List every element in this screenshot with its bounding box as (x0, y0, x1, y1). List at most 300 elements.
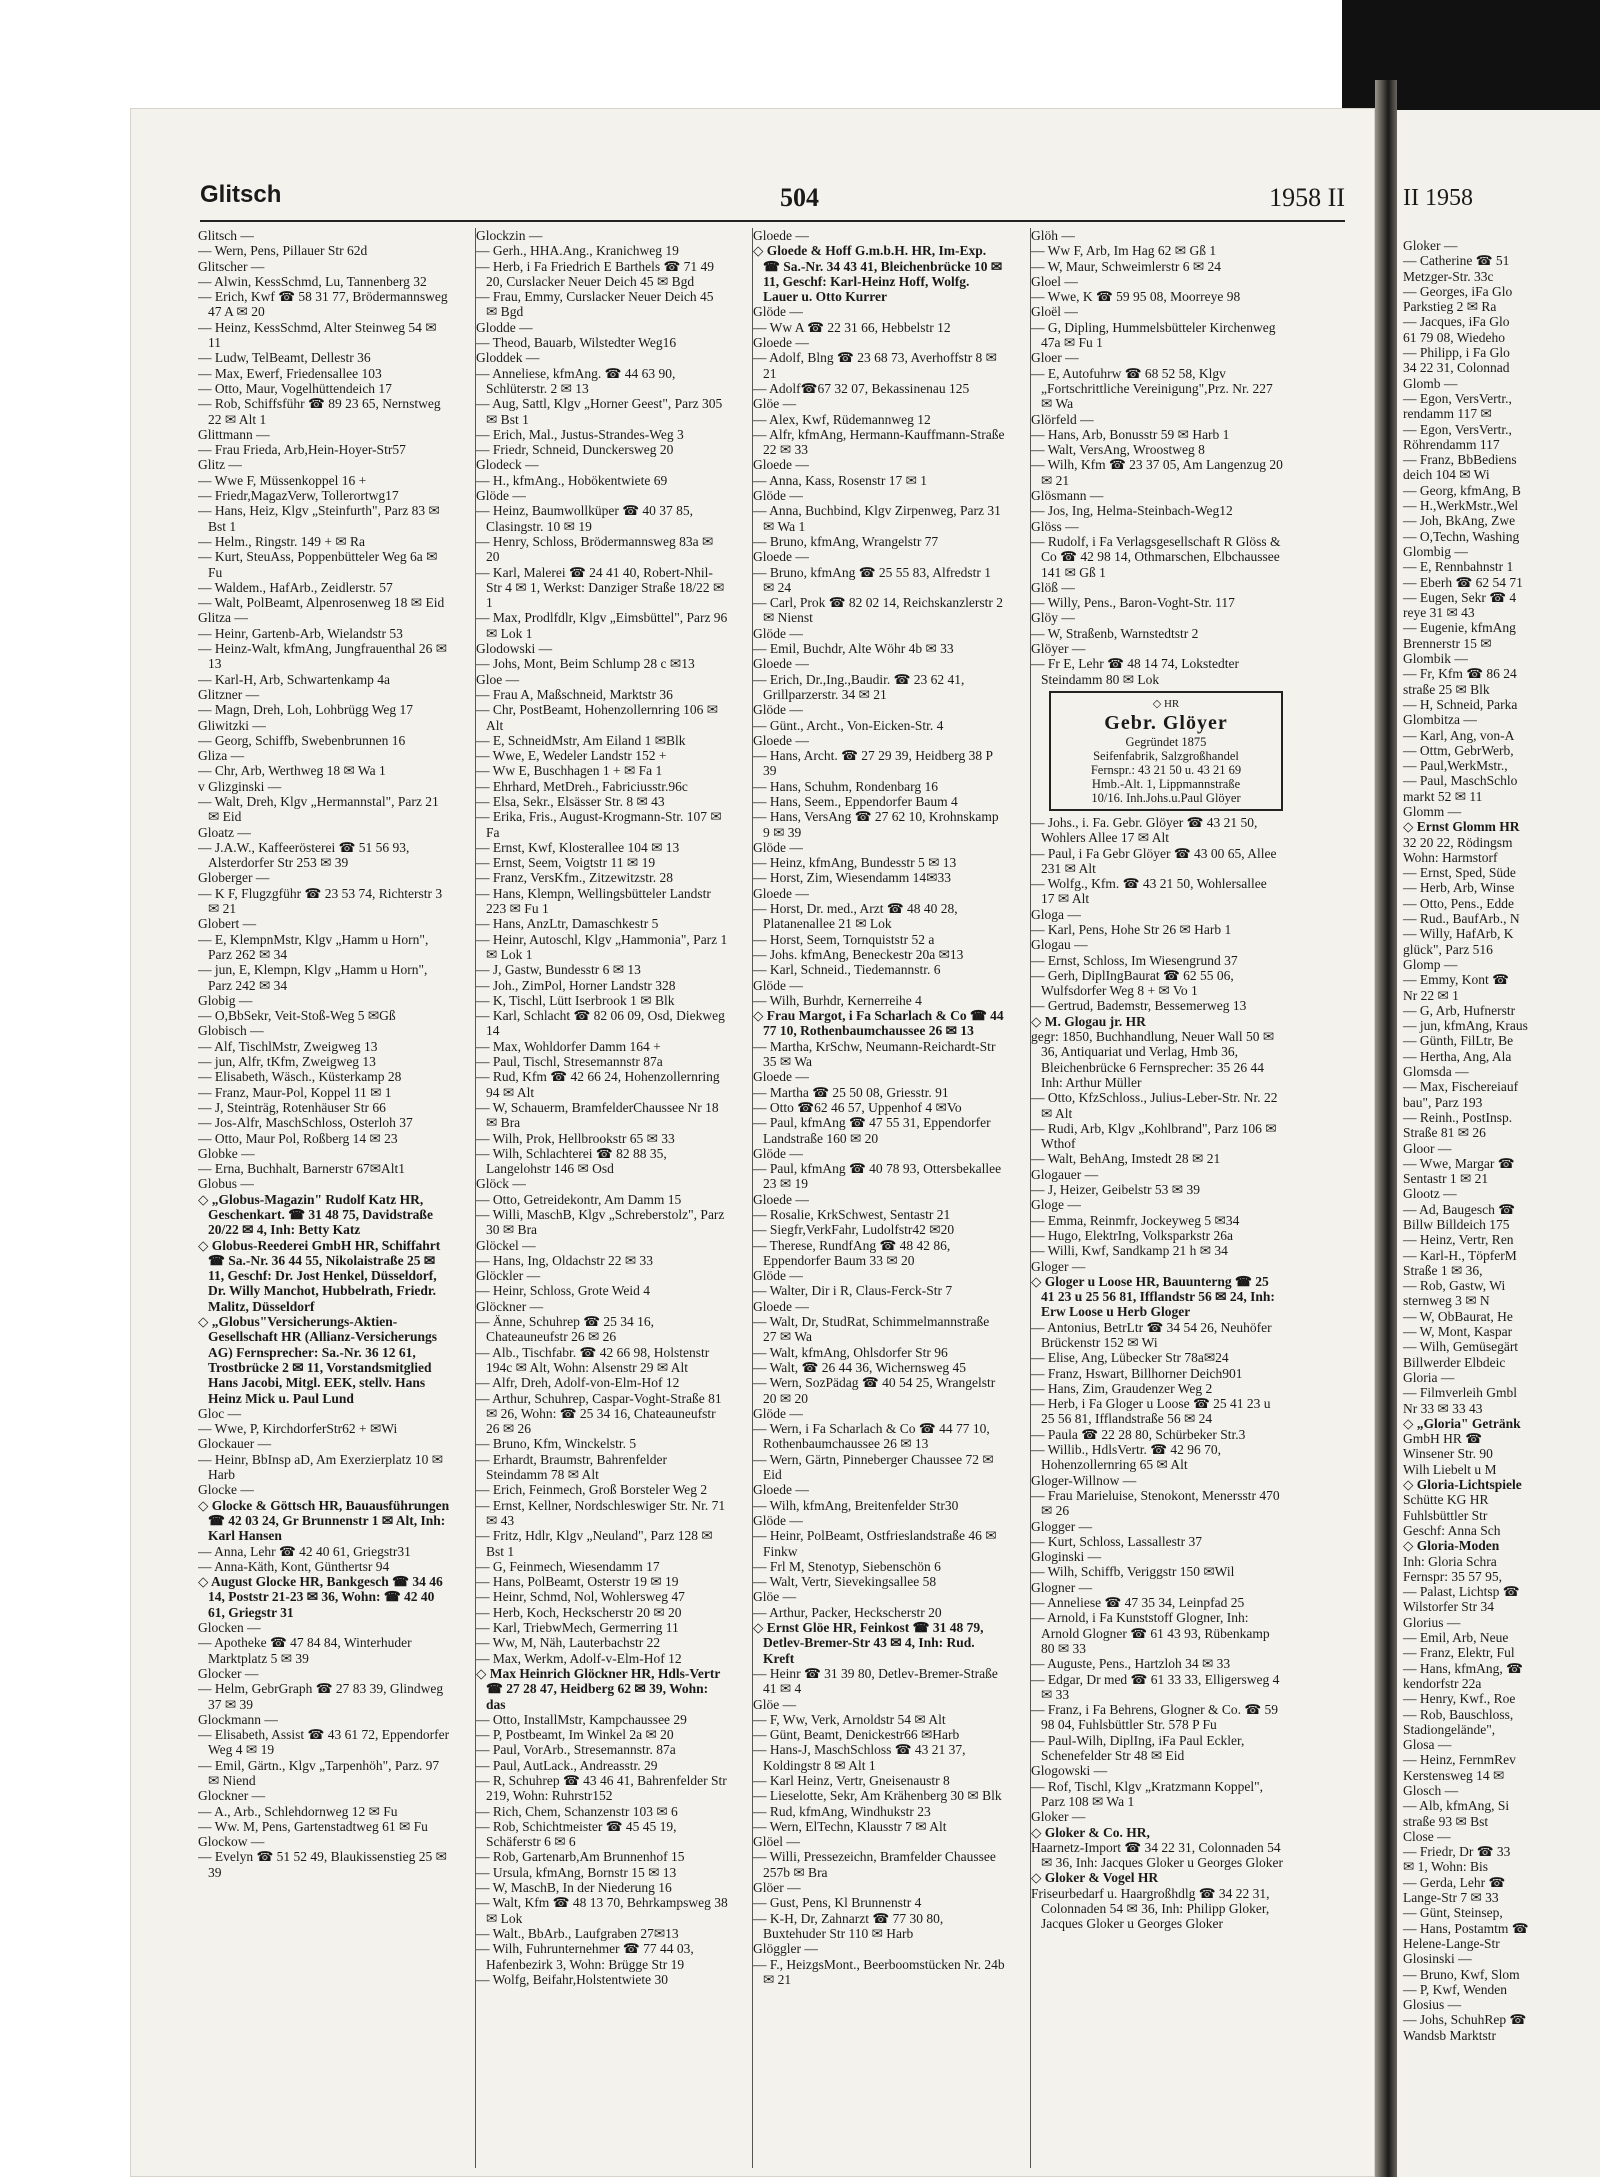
directory-entry: — Wern, Pens, Pillauer Str 62d (198, 243, 368, 259)
directory-entry: — Heinr, Schmd, Nol, Wohlersweg 47 (476, 1589, 685, 1605)
facing-page-entry: — Ottm, GebrWerb, (1403, 742, 1514, 758)
directory-entry: — Willi, MaschB, Klgv „Schreberstolz", Parz 30 ✉ Bra (476, 1207, 725, 1238)
directory-entry: — Walt, ☎ 26 44 36, Wichernsweg 45 (753, 1359, 967, 1375)
facing-page-entry: Glosch — (1403, 1782, 1459, 1798)
facing-page-entry: — Joh, BkAng, Zwe (1403, 513, 1516, 529)
facing-page-entry: Glomb — (1403, 375, 1458, 391)
directory-entry: — Paul, AutLack., Andreasstr. 29 (476, 1757, 658, 1773)
facing-page-entry: kendorfstr 22a (1403, 1675, 1482, 1691)
directory-page (130, 108, 1375, 2177)
surname-heading: Glogau — (1031, 937, 1088, 953)
facing-page-entry: — Eugenie, kfmAng (1403, 620, 1516, 636)
directory-entry: — G, Feinmech, Wiesendamm 17 (476, 1558, 660, 1574)
directory-entry: — Fr E, Lehr ☎ 48 14 74, Lokstedter Steindamm 80 ✉ Lok (1031, 656, 1240, 687)
directory-entry: ◇ Gloker & Co. HR, (1031, 1824, 1150, 1840)
running-head-name: Glitsch (200, 181, 282, 208)
surname-heading: Glodowski — (476, 641, 553, 657)
facing-page-entry: Billw Billdeich 175 (1403, 1217, 1510, 1232)
surname-heading: Gloer — (1031, 350, 1079, 366)
directory-entry: ◇ M. Glogau jr. HR (1031, 1013, 1146, 1029)
directory-entry: — Bruno, Kfm, Winckelstr. 5 (476, 1436, 637, 1452)
directory-entry: ◇ „Globus-Magazin" Rudolf Katz HR, Geschenkart. ☎ 31 48 75, Davidstraße 20/22 ✉ 4, Inh: Betty Katz (198, 1191, 433, 1238)
surname-heading: Glitscher — (198, 258, 265, 274)
directory-entry: — Karl, Pens, Hohe Str 26 ✉ Harb 1 (1031, 921, 1232, 937)
directory-entry: — Adolf, Blng ☎ 23 68 73, Averhoffstr 8 ✉ 21 (753, 350, 997, 381)
directory-entry: — Edgar, Dr med ☎ 61 33 33, Elligersweg 4 ✉ 33 (1031, 1671, 1280, 1702)
directory-entry: — Otto, Getreidekontr, Am Damm 15 (476, 1191, 682, 1207)
directory-entry: — Erich, Mal., Justus-Strandes-Weg 3 (476, 426, 684, 442)
directory-entry: — Willy, Pens., Baron-Voght-Str. 117 (1031, 595, 1235, 611)
directory-entry: — E, Autofuhrw ☎ 68 52 58, Klgv „Fortschrittliche Vereinigung",Prz. Nr. 227 ✉ Wa (1031, 365, 1273, 412)
surname-heading: Glöde — (753, 1145, 803, 1161)
directory-entry: — Herb, i Fa Gloger u Loose ☎ 25 41 23 u 25 56 81, Ifflandstraße 56 ✉ 24 (1031, 1396, 1271, 1427)
column-1 (198, 228, 450, 2168)
facing-page-entry: — Paul,WerkMstr., (1403, 758, 1508, 774)
surname-heading: Glitzner — (198, 686, 260, 702)
directory-entry: — Elisabeth, Assist ☎ 43 61 72, Eppendorfer Weg 4 ✉ 19 (198, 1727, 450, 1758)
surname-heading: Glöh — (1031, 228, 1075, 243)
ad-line: 10/16. Inh.Johs.u.Paul Glöyer (1091, 790, 1241, 805)
directory-entry: — Karl, TriebwMech, Germerring 11 (476, 1620, 679, 1636)
facing-page-entry: — Friedr, Dr ☎ 33 (1403, 1844, 1511, 1860)
facing-page-entry: Helene-Lange-Str (1403, 1935, 1500, 1951)
surname-heading: Glockauer — (198, 1436, 272, 1452)
directory-entry: — Günt., Archt., Von-Eicken-Str. 4 (753, 717, 944, 733)
facing-page-entry: Glorius — (1403, 1614, 1461, 1630)
directory-entry: — Karl, Schneid., Tiedemannstr. 6 (753, 962, 941, 978)
directory-entry: — Horst, Zim, Wiesendamm 14✉33 (753, 870, 951, 886)
directory-entry: ◇ Gloede & Hoff G.m.b.H. HR, Im-Exp. ☎ Sa.-Nr. 34 43 41, Bleichenbrücke 10 ✉ 11, Geschf: Karl-Heinz Hoff, Wolfg. Lauer u. Otto Kurrer (753, 243, 1003, 305)
surname-heading: Gloge — (1031, 1197, 1081, 1213)
facing-page-entry: — Heinz, FernmRev (1403, 1752, 1516, 1768)
directory-entry: — Paul-Wilh, DiplIng, iFa Paul Eckler, Schenefelder Str 48 ✉ Eid (1031, 1732, 1245, 1764)
directory-entry: — Ursula, kfmAng, Bornstr 15 ✉ 13 (476, 1864, 677, 1880)
directory-entry: — Emma, Reinmfr, Jockeyweg 5 ✉34 (1031, 1212, 1240, 1228)
directory-entry: — Rob, Schichtmeister ☎ 45 45 19, Schäferstr 6 ✉ 6 (476, 1818, 677, 1850)
directory-entry: — Wilh, Fuhrunternehmer ☎ 77 44 03, Hafenbezirk 3, Wohn: Brügge Str 19 (476, 1941, 694, 1972)
directory-entry: — jun, Alfr, tKfm, Zweigweg 13 (198, 1054, 376, 1070)
directory-entry: — Walt, Kfm ☎ 48 13 70, Behrkampsweg 38 ✉ Lok (476, 1895, 728, 1926)
facing-page-entry: glück", Parz 516 (1403, 941, 1493, 957)
directory-entry: — Rudolf, i Fa Verlagsgesellschaft R Glöss & Co ☎ 42 98 14, Othmarschen, Elbchaussee 141 ✉ Gß 1 (1031, 533, 1281, 580)
surname-heading: Glöde — (476, 488, 526, 504)
directory-entry: — F, Ww, Verk, Arnoldstr 54 ✉ Alt (753, 1711, 946, 1727)
directory-entry: — Emil, Gärtn., Klgv „Tarpenhöh", Parz. 97 ✉ Niend (198, 1757, 440, 1788)
directory-entry: — Magn, Dreh, Loh, Lohbrügg Weg 17 (198, 702, 414, 718)
directory-entry: — Walt, Vertr, Sievekingsallee 58 (753, 1574, 937, 1590)
facing-page-entry: Glomsda — (1403, 1064, 1469, 1080)
directory-entry: — Anneliese, kfmAng. ☎ 44 63 90, Schlüterstr. 2 ✉ 13 (476, 365, 676, 396)
ad-title: Gebr. Glöyer (1104, 711, 1228, 734)
directory-entry: — Wwe, K ☎ 59 95 08, Moorreye 98 (1031, 289, 1241, 305)
facing-page-entry: Wandsb Marktstr (1403, 2027, 1497, 2043)
column-2 (475, 228, 728, 2168)
directory-entry: — Ludw, TelBeamt, Dellestr 36 (198, 350, 371, 366)
facing-page-entry: — H.,WerkMstr.,Wel (1403, 498, 1519, 514)
directory-entry: — Walt, kfmAng, Ohlsdorfer Str 96 (753, 1344, 948, 1360)
directory-entry: — J, Steinträg, Rotenhäuser Str 66 (198, 1099, 386, 1115)
directory-entry: — Johs., i. Fa. Gebr. Glöyer ☎ 43 21 50, Wohlers Allee 17 ✉ Alt (1031, 814, 1258, 846)
facing-page-entry: Gloor — (1403, 1140, 1452, 1156)
facing-page-entry: Parkstieg 2 ✉ Ra (1403, 299, 1497, 315)
surname-heading: Glöyer — (1031, 641, 1086, 657)
facing-page-entry: ◇ Gloria-Lichtspiele (1403, 1477, 1522, 1493)
facing-page-entry: — Philipp, i Fa Glo (1403, 345, 1510, 361)
directory-entry: — Rof, Tischl, Klgv „Kratzmann Koppel", Parz 108 ✉ Wa 1 (1031, 1778, 1263, 1809)
ad-tag: ◇ HR (1152, 697, 1180, 710)
directory-entry: — Wwe, P, KirchdorferStr62 + ✉Wi (198, 1421, 398, 1437)
directory-entry: — Hugo, ElektrIng, Volksparkstr 26a (1031, 1227, 1233, 1243)
surname-heading: Glöck — (476, 1176, 526, 1192)
facing-page-entry: — Emil, Arb, Neue (1403, 1630, 1509, 1646)
facing-page-entry: — O,Techn, Washing (1403, 528, 1520, 544)
facing-page-entry: ✉ 1, Wohn: Bis (1403, 1859, 1488, 1875)
advertisement-box (1049, 691, 1283, 811)
facing-page-entry: Glootz — (1403, 1186, 1457, 1202)
surname-heading: Glöe — (753, 1589, 797, 1605)
directory-entry: — Elisabeth, Wäsch., Küsterkamp 28 (198, 1069, 402, 1085)
facing-page-entry: — Heinz, Vertr, Ren (1403, 1232, 1514, 1248)
facing-page-entry: — Willy, HafArb, K (1403, 926, 1514, 942)
book-spine (1375, 80, 1397, 2177)
directory-entry: — Walt, Dreh, Klgv „Hermannstal", Parz 21 ✉ Eid (198, 793, 439, 825)
directory-entry: — Franz, Hswart, Billhorner Deich901 (1031, 1365, 1243, 1381)
directory-entry: — Willi, Pressezeichn, Bramfelder Chaussee 257b ✉ Bra (753, 1849, 996, 1880)
directory-entry: — Otto, InstallMstr, Kampchaussee 29 (476, 1711, 687, 1727)
directory-entry: — Wilh, Burhdr, Kernerreihe 4 (753, 992, 922, 1008)
directory-entry: — Otto, KfzSchloss., Julius-Leber-Str. Nr. 22 ✉ Alt (1031, 1090, 1278, 1121)
directory-entry: — Wern, ElTechn, Klausstr 7 ✉ Alt (753, 1818, 947, 1834)
facing-page-entry: — Fr, Kfm ☎ 86 24 (1403, 666, 1517, 682)
directory-entry: — Rud, kfmAng, Windhukstr 23 (753, 1803, 931, 1819)
facing-page-entry: GmbH HR ☎ (1403, 1431, 1483, 1447)
directory-entry: — Ernst, Schloss, Im Wiesengrund 37 (1031, 952, 1238, 968)
surname-heading: Gloatz — (198, 824, 251, 840)
directory-entry: — Heinz-Walt, kfmAng, Jungfrauenthal 26 ✉ 13 (198, 641, 448, 672)
directory-entry: — Lieselotte, Sekr, Am Krähenberg 30 ✉ Blk (753, 1788, 1002, 1804)
directory-entry: — Gust, Pens, Kl Brunnenstr 4 (753, 1895, 922, 1911)
directory-entry: — Karl, Malerei ☎ 24 41 40, Robert-Nhil-Str 4 ✉ 1, Werkst: Danziger Straße 18/22 ✉ 1 (476, 564, 725, 611)
facing-page-entry: — Eberh ☎ 62 54 71 (1403, 574, 1523, 590)
facing-page-entry: — Ernst, Sped, Süde (1403, 865, 1516, 881)
surname-heading: Glörfeld — (1031, 411, 1094, 427)
directory-entry: — Theod, Bauarb, Wilstedter Weg16 (476, 335, 677, 351)
directory-entry: — Friedr, Schneid, Dunckersweg 20 (476, 442, 674, 458)
directory-entry: — Anna, Buchbind, Klgv Zirpenweg, Parz 31 ✉ Wa 1 (753, 503, 1001, 534)
facing-page-entry: Glombitza — (1403, 712, 1477, 728)
directory-entry: — Paul, Tischl, Stresemannstr 87a (476, 1054, 663, 1070)
facing-page-entry: Straße 1 ✉ 36, (1403, 1262, 1483, 1278)
facing-page-entry: Glomp — (1403, 956, 1458, 972)
directory-entry: — Frau Marieluise, Stenokont, Menersstr 470 ✉ 26 (1031, 1487, 1280, 1519)
directory-entry: — Heinz, kfmAng, Bundesstr 5 ✉ 13 (753, 855, 957, 871)
directory-entry: — Georg, Schiffb, Swebenbrunnen 16 (198, 732, 406, 748)
directory-entry: — K-H, Dr, Zahnarzt ☎ 77 30 80, Buxtehuder Str 110 ✉ Harb (753, 1910, 944, 1941)
facing-page-entry: ◇ „Gloria" Getränk (1403, 1415, 1521, 1431)
facing-page-entry: Röhrendamm 117 (1403, 436, 1500, 452)
surname-heading: Globerger — (198, 870, 270, 886)
facing-page-entry: Glosa — (1403, 1737, 1452, 1753)
surname-heading: Globisch — (198, 1023, 264, 1039)
surname-heading: Gloddek — (476, 350, 540, 366)
directory-entry: — E, SchneidMstr, Am Eiland 1 ✉Blk (476, 732, 686, 748)
directory-entry: — Ernst, Kwf, Klosterallee 104 ✉ 13 (476, 839, 680, 855)
facing-page-entry: rendamm 117 ✉ (1403, 406, 1492, 422)
ad-line: Gegründet 1875 (1125, 734, 1207, 749)
directory-entry: — Friedr,MagazVerw, Tollerortwg17 (198, 488, 399, 504)
directory-entry: — Walt., BbArb., Laufgraben 27✉13 (476, 1925, 679, 1941)
surname-heading: Glöde — (753, 977, 803, 993)
facing-page-entry: — Emmy, Kont ☎ (1403, 972, 1509, 988)
directory-entry: — Joh., ZimPol, Horner Landstr 328 (476, 977, 676, 993)
facing-page-entry: — Johs, SchuhRep ☎ (1403, 2012, 1527, 2028)
facing-page-entry: Lange-Str 7 ✉ 33 (1403, 1890, 1499, 1906)
directory-entry: — K F, Flugzgführ ☎ 23 53 74, Richterstr 3 ✉ 21 (198, 885, 443, 917)
surname-heading: Gloger-Willnow — (1031, 1472, 1137, 1488)
directory-entry: Haarnetz-Import ☎ 34 22 31, Colonnaden 54 ✉ 36, Inh: Jacques Gloker u Georges Gloker (1031, 1839, 1283, 1871)
surname-heading: Glöde — (753, 702, 803, 718)
directory-entry: — Wolfg, Beifahr,Holstentwiete 30 (476, 1971, 668, 1987)
facing-page-entry: — Gerda, Lehr ☎ (1403, 1874, 1506, 1890)
facing-page-entry: — Paul, MaschSchlo (1403, 773, 1518, 789)
directory-entry: — Anna, Kass, Rosenstr 17 ✉ 1 (753, 472, 928, 488)
surname-heading: Glitz — (198, 457, 242, 473)
directory-entry: — Herb, i Fa Friedrich E Barthels ☎ 71 49 20, Curslacker Neuer Deich 45 ✉ Bgd (476, 258, 715, 289)
facing-page-entry: reye 31 ✉ 43 (1403, 605, 1475, 621)
directory-entry: — Franz, Maur-Pol, Koppel 11 ✉ 1 (198, 1084, 392, 1100)
surname-heading: Gliwitzki — (198, 717, 266, 733)
directory-entry: — Hans, VersAng ☎ 27 62 10, Krohnskamp 9 ✉ 39 (753, 809, 999, 840)
directory-entry: — Arthur, Packer, Heckscherstr 20 (753, 1604, 942, 1620)
directory-entry: — Ernst, Seem, Voigtstr 11 ✉ 19 (476, 855, 656, 871)
directory-entry: — Aug, Sattl, Klgv „Horner Geest", Parz 305 ✉ Bst 1 (476, 396, 723, 427)
directory-entry: — Carl, Prok ☎ 82 02 14, Reichskanzlerstr 2 ✉ Nienst (753, 595, 1004, 626)
directory-entry: — Evelyn ☎ 51 52 49, Blaukissenstieg 25 ✉ 39 (198, 1849, 447, 1880)
facing-page-entry: Stadiongelände", (1403, 1721, 1496, 1737)
directory-entry: — Alf, TischlMstr, Zweigweg 13 (198, 1038, 378, 1054)
surname-heading: Glöy — (1031, 610, 1075, 626)
facing-page-entry: Wilh Liebelt u M (1403, 1461, 1497, 1477)
surname-heading: Glitsch — (198, 228, 254, 243)
surname-heading: Glockmann — (198, 1711, 278, 1727)
directory-entry: — Ehrhard, MetDreh., Fabriciusstr.96c (476, 778, 688, 794)
facing-page-entry: — Karl-H., TöpferM (1403, 1247, 1517, 1263)
surname-heading: Gloga — (1031, 906, 1081, 922)
facing-page-entry: Kerstensweg 14 ✉ (1403, 1767, 1505, 1783)
directory-entry: — Franz, i Fa Behrens, Glogner & Co. ☎ 59 98 04, Fuhlsbüttler Str. 578 P Fu (1031, 1702, 1279, 1733)
surname-heading: Glöss — (1031, 518, 1079, 534)
edition-year: 1958 II (1269, 183, 1345, 212)
directory-entry: — Heinr ☎ 31 39 80, Detlev-Bremer-Straße 41 ✉ 4 (753, 1665, 998, 1697)
directory-entry: — Elise, Ang, Lübecker Str 78a✉24 (1031, 1350, 1229, 1366)
facing-page-entry: Sentastr 1 ✉ 21 (1403, 1171, 1489, 1187)
directory-entry: — Kurt, Schloss, Lassallestr 37 (1031, 1533, 1202, 1549)
facing-page-entry: markt 52 ✉ 11 (1403, 788, 1483, 804)
facing-page-entry: — Alb, kfmAng, Si (1403, 1798, 1510, 1814)
directory-entry: — Otto ☎62 46 57, Uppenhof 4 ✉Vo (753, 1099, 962, 1115)
facing-page-entry: — Ad, Baugesch ☎ (1403, 1201, 1516, 1217)
directory-entry: — Wern, i Fa Scharlach & Co ☎ 44 77 10, Rothenbaumchaussee 26 ✉ 13 (753, 1421, 990, 1452)
surname-heading: Gloginski — (1031, 1549, 1102, 1565)
facing-page-entry: deich 104 ✉ Wi (1403, 467, 1490, 483)
facing-page-entry: Wohn: Harmstorf (1403, 849, 1498, 865)
surname-heading: Gloede — (753, 656, 809, 672)
directory-entry: — J, Heizer, Geibelstr 53 ✉ 39 (1031, 1182, 1200, 1198)
directory-entry: — Franz, VersKfm., Zitzewitzstr. 28 (476, 870, 673, 886)
directory-entry: — Horst, Dr. med., Arzt ☎ 48 40 28, Platanenallee 21 ✉ Lok (753, 901, 958, 932)
directory-entry: — Walt, VersAng, Wroostweg 8 (1031, 442, 1205, 458)
surname-heading: Gloede — (753, 228, 809, 243)
surname-heading: Gloede — (753, 1191, 809, 1207)
facing-page-entry: ◇ Gloria-Moden (1403, 1538, 1500, 1554)
directory-entry: — Ww A ☎ 22 31 66, Hebbelstr 12 (753, 319, 951, 335)
facing-page-entry: Winsener Str. 90 (1403, 1446, 1493, 1462)
directory-entry: — Frl M, Stenotyp, Siebenschön 6 (753, 1558, 941, 1574)
directory-entry: — Gerh, DiplIngBaurat ☎ 62 55 06, Wulfsdorfer Weg 8 + ✉ Vo 1 (1031, 967, 1234, 999)
facing-page-entry: — Eugen, Sekr ☎ 4 (1403, 589, 1517, 605)
directory-entry: — Rich, Chem, Schanzenstr 103 ✉ 6 (476, 1803, 678, 1819)
directory-entry: — Paul, VorArb., Stresemannstr. 87a (476, 1742, 676, 1758)
directory-entry: — Helm, GebrGraph ☎ 27 83 39, Glindweg 37 ✉ 39 (198, 1681, 444, 1712)
directory-entry: — Martha ☎ 25 50 08, Griesstr. 91 (753, 1084, 949, 1100)
directory-entry: — Max, Werkm, Adolf-v-Elm-Hof 12 (476, 1650, 682, 1666)
facing-page-entry: Geschf: Anna Sch (1403, 1522, 1501, 1538)
surname-heading: Glittmann — (198, 426, 270, 442)
directory-entry: — Paula ☎ 22 28 80, Schürbeker Str.3 (1031, 1426, 1246, 1442)
directory-entry: — Bruno, kfmAng, Wrangelstr 77 (753, 533, 939, 549)
facing-page-entry: bau", Parz 193 (1403, 1094, 1483, 1110)
facing-page-entry: — Max, Fischereiauf (1403, 1079, 1519, 1095)
surname-heading: Glocker — (198, 1665, 259, 1681)
directory-entry: — Helm., Ringstr. 149 + ✉ Ra (198, 533, 366, 549)
directory-entry: — Johs. kfmAng, Beneckestr 20a ✉13 (753, 946, 964, 962)
facing-page-entry: — Otto, Pens., Edde (1403, 895, 1514, 911)
surname-heading: Gloede — (753, 549, 809, 565)
directory-entry: — J.A.W., Kaffeerösterei ☎ 51 56 93, Alsterdorfer Str 253 ✉ 39 (198, 839, 410, 871)
page-header (200, 181, 1345, 221)
directory-entry: — Chr, PostBeamt, Hohenzollernring 106 ✉ Alt (476, 702, 719, 733)
directory-entry: — Walt, BehAng, Imstedt 28 ✉ 21 (1031, 1151, 1221, 1167)
directory-entry: — Paul, kfmAng ☎ 47 55 31, Eppendorfer Landstraße 160 ✉ 20 (753, 1115, 991, 1146)
directory-entry: — jun, E, Klempn, Klgv „Hamm u Horn", Parz 242 ✉ 34 (198, 962, 428, 993)
facing-page-entry: 61 79 08, Wiedeho (1403, 329, 1505, 345)
surname-heading: Glöde — (753, 1405, 803, 1421)
facing-page-entry: — Rob, Bauschloss, (1403, 1706, 1514, 1722)
directory-entry: — Wolfg., Kfm. ☎ 43 21 50, Wohlersallee 17 ✉ Alt (1031, 876, 1267, 907)
surname-heading: Globert — (198, 916, 257, 932)
facing-page-column (1403, 238, 1600, 2043)
facing-page-entry: — Wwe, Margar ☎ (1403, 1155, 1515, 1171)
surname-heading: Glöde — (753, 1512, 803, 1528)
surname-heading: v Glizginski — (198, 778, 282, 794)
directory-entry: — E, KlempnMstr, Klgv „Hamm u Horn", Parz 262 ✉ 34 (198, 931, 429, 962)
directory-entry: — Arthur, Schuhrep, Caspar-Voght-Straße 81 ✉ 26, Wohn: ☎ 25 34 16, Chateauneufstr 26 ✉ 26 (476, 1390, 722, 1437)
directory-entry: — Ernst, Kellner, Nordschleswiger Str. Nr. 71 ✉ 43 (476, 1497, 726, 1528)
directory-entry: — Jos, Ing, Helma-Steinbach-Weg12 (1031, 503, 1233, 519)
facing-page-entry: — Catherine ☎ 51 (1403, 253, 1510, 269)
directory-entry: — G, Dipling, Hummelsbütteler Kirchenweg 47a ✉ Fu 1 (1031, 319, 1276, 351)
directory-entry: — Anna-Käth, Kont, Günthertsr 94 (198, 1558, 390, 1574)
directory-entry: — Max, Ewerf, Friedensallee 103 (198, 365, 382, 381)
directory-entry: ◇ „Globus"Versicherungs-Aktien-Gesellschaft HR (Allianz-Versicherungs AG) Fernsprecher: Sa.-Nr. 36 12 61, Trostbrücke 2 ✉ 11, Vorstandsmitglied Hans Jacobi, Mitgl. EEK, stellv. Hans Heinz Mick u. Paul Lund (198, 1314, 437, 1406)
directory-entry: — Ww F, Arb, Im Hag 62 ✉ Gß 1 (1031, 243, 1217, 259)
facing-page-entry: — Henry, Kwf., Roe (1403, 1691, 1516, 1707)
surname-heading: Gloede — (753, 457, 809, 473)
directory-entry: Friseurbedarf u. Haargroßhdlg ☎ 34 22 31, Colonnaden 54 ✉ 36, Inh: Philipp Gloker, Jacques Gloker u Georges Gloker (1031, 1885, 1270, 1932)
facing-page-entry: — Georg, kfmAng, B (1403, 482, 1521, 498)
directory-entry: — Siegfr,VerkFahr, Ludolfstr42 ✉20 (753, 1222, 955, 1238)
directory-entry: — Chr, Arb, Werthweg 18 ✉ Wa 1 (198, 763, 386, 779)
directory-entry: — Therese, RundfAng ☎ 48 42 86, Eppendorfer Baum 33 ✉ 20 (753, 1237, 951, 1268)
directory-entry: — Wern, SozPädag ☎ 40 54 25, Wrangelstr 20 ✉ 20 (753, 1375, 996, 1406)
directory-entry: — Horst, Seem, Tornquiststr 52 a (753, 931, 935, 947)
directory-entry: — Karl, Schlacht ☎ 82 06 09, Osd, Diekweg 14 (476, 1008, 725, 1039)
facing-page-entry: straße 25 ✉ Blk (1403, 681, 1490, 697)
directory-entry: — Rud, Kfm ☎ 42 66 24, Hohenzollernring 94 ✉ Alt (476, 1069, 720, 1100)
surname-heading: Gloël — (1031, 304, 1078, 320)
directory-entry: — O,BbSekr, Veit-Stoß-Weg 5 ✉Gß (198, 1008, 396, 1024)
directory-entry: — Änne, Schuhrep ☎ 25 34 16, Chateauneufstr 26 ✉ 26 (476, 1314, 655, 1345)
surname-heading: Glockzin — (476, 228, 543, 243)
surname-heading: Glöde — (753, 839, 803, 855)
facing-page-entry: — Filmverleih Gmbl (1403, 1385, 1517, 1401)
directory-entry: — Willi, Kwf, Sandkamp 21 h ✉ 34 (1031, 1243, 1228, 1259)
surname-heading: Glockow — (198, 1834, 265, 1850)
facing-page-entry: Metzger-Str. 33c (1403, 268, 1494, 284)
directory-entry: — Erhardt, Braumstr, Bahrenfelder Steindamm 78 ✉ Alt (476, 1451, 668, 1483)
directory-entry: — R, Schuhrep ☎ 43 46 41, Bahrenfelder Str 219, Wohn: Ruhrstr152 (476, 1772, 727, 1804)
directory-entry: — Alfr, kfmAng, Hermann-Kauffmann-Straße 22 ✉ 33 (753, 426, 1005, 458)
directory-entry: — Erika, Fris., August-Krogmann-Str. 107 ✉ Fa (476, 809, 722, 840)
ad-line: Seifenfabrik, Salzgroßhandel (1093, 748, 1239, 763)
directory-entry: — Max, Prodlfdlr, Klgv „Eimsbüttel", Parz 96 ✉ Lok 1 (476, 610, 728, 641)
surname-heading: Gliza — (198, 748, 245, 764)
directory-entry: — W, Maur, Schweimlerstr 6 ✉ 24 (1031, 258, 1222, 274)
directory-entry: — Bruno, kfmAng ☎ 25 55 83, Alfredstr 1 ✉ 24 (753, 564, 992, 595)
facing-page-entry: straße 93 ✉ Bst (1403, 1813, 1489, 1829)
facing-page-entry: Wilstorfer Str 34 (1403, 1599, 1494, 1615)
directory-entry: — Otto, Maur, Vogelhüttendeich 17 (198, 380, 392, 396)
surname-heading: Gloc — (198, 1405, 242, 1421)
directory-entry: ◇ Globus-Reederei GmbH HR, Schiffahrt ☎ Sa.-Nr. 36 44 55, Nikolaistraße 25 ✉ 11, Geschf: Dr. Jost Henkel, Düsseldorf, Dr. Willy Manchot, Hubbelrath, Friedr. Malitz, Düsseldorf (198, 1237, 441, 1314)
facing-page-entry: — Hans, Postamtm ☎ (1403, 1920, 1529, 1936)
facing-page-entry: Schütte KG HR (1403, 1492, 1489, 1508)
facing-page-entry: — Hertha, Ang, Ala (1403, 1048, 1512, 1064)
facing-page-entry: — Palast, Lichtsp ☎ (1403, 1584, 1520, 1600)
directory-entry: — Anna, Lehr ☎ 42 40 61, Griegstr31 (198, 1543, 411, 1559)
directory-entry: — Rosalie, KrkSchwest, Sentastr 21 (753, 1207, 951, 1222)
directory-entry: — Hans, Heiz, Klgv „Steinfurth", Parz 83 ✉ Bst 1 (198, 503, 440, 534)
directory-entry: — Herb, Koch, Heckscherstr 20 ✉ 20 (476, 1604, 682, 1620)
surname-heading: Glöel — (753, 1834, 800, 1850)
facing-page-entry: — Franz, BbBediens (1403, 452, 1517, 468)
directory-entry: — Antonius, BetrLtr ☎ 34 54 26, Neuhöfer Brückenstr 152 ✉ Wi (1031, 1319, 1272, 1350)
directory-entry: — Emil, Buchdr, Alte Wöhr 4b ✉ 33 (753, 641, 954, 657)
facing-page-entry: — E, Rennbahnstr 1 (1403, 559, 1514, 575)
surname-heading: Glöer — (753, 1880, 801, 1896)
directory-entry: — Walt, PolBeamt, Alpenrosenweg 18 ✉ Eid (198, 595, 445, 611)
facing-page (1397, 110, 1600, 2177)
directory-entry: — Wern, Gärtn, Pinneberger Chaussee 72 ✉ Eid (753, 1451, 994, 1483)
facing-page-entry: — W, Mont, Kaspar (1403, 1324, 1513, 1340)
directory-entry: — Hans, Arb, Bonusstr 59 ✉ Harb 1 (1031, 426, 1230, 442)
directory-entry: — Wwe, E, Wedeler Landstr 152 + (476, 748, 667, 764)
surname-heading: Gloede — (753, 335, 809, 351)
facing-page-entry: Billwerder Elbdeic (1403, 1354, 1506, 1370)
facing-page-entry: Gloker — (1403, 238, 1458, 253)
directory-entry: — Ww E, Buschhagen 1 + ✉ Fa 1 (476, 763, 663, 779)
facing-page-entry: Brennerstr 15 ✉ (1403, 635, 1492, 651)
